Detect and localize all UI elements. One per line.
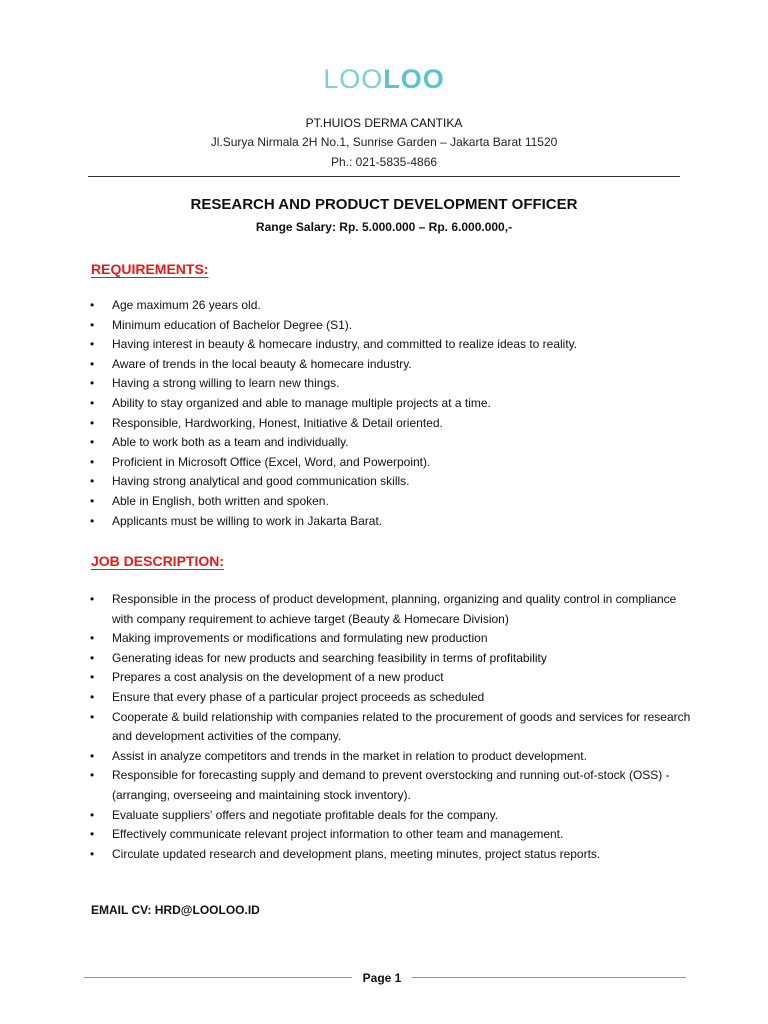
list-item [90, 492, 690, 512]
logo-bold-part: LOO [383, 64, 445, 94]
bullet-icon: • [90, 415, 95, 430]
bullet-icon: • [90, 395, 95, 410]
bullet-icon: • [90, 768, 95, 783]
list-item [90, 708, 695, 747]
list-item [90, 747, 695, 767]
logo-light-part: LOO [323, 64, 384, 94]
list-item [90, 825, 695, 845]
list-item-text: Having interest in beauty & homecare industry, and committed to realize ideas to reality. [112, 337, 578, 352]
list-item-text: Age maximum 26 years old. [112, 298, 261, 312]
list-item [90, 335, 690, 355]
page-number: Page 1 [362, 971, 402, 985]
job-title: RESEARCH AND PRODUCT DEVELOPMENT OFFICER [190, 196, 578, 213]
list-item-text: Responsible, Hardworking, Honest, Initiative & Detail oriented. [112, 415, 443, 430]
email-cv: EMAIL CV: HRD@LOOLOO.ID [91, 903, 260, 917]
list-item-text: Ensure that every phase of a particular project proceeds as scheduled [112, 689, 485, 704]
list-item-text: Generating ideas for new products and searching feasibility in terms of profitability [112, 650, 547, 665]
job-description-list [90, 590, 695, 864]
list-item-text: Responsible in the process of product development, planning, organizing and quality control in compliance with company requirement to achieve target (Beauty & Homecare Division) [112, 592, 677, 626]
list-item-text: Responsible for forecasting supply and demand to prevent overstocking and running out-of-stock (OSS) - (arranging, overseeing and maintaining stock inventory). [112, 768, 670, 802]
list-item-text: Evaluate suppliers' offers and negotiate profitable deals for the company. [112, 807, 499, 822]
bullet-icon: • [90, 298, 95, 312]
bullet-icon: • [90, 709, 95, 724]
list-item [90, 355, 690, 375]
bullet-icon: • [90, 592, 95, 606]
list-item [90, 296, 690, 316]
bullet-icon: • [90, 356, 95, 371]
bullet-icon: • [90, 650, 95, 665]
list-item [90, 845, 695, 865]
list-item [90, 414, 690, 434]
requirements-list [90, 296, 690, 531]
company-logo [0, 62, 768, 96]
company-name: PT.HUIOS DERMA CANTIKA [305, 116, 463, 130]
list-item [90, 806, 695, 826]
requirements-heading: REQUIREMENTS: [91, 261, 209, 277]
bullet-icon: • [90, 513, 95, 528]
footer-line-left [84, 977, 352, 978]
list-item [90, 316, 690, 336]
list-item-text: Able to work both as a team and individually. [112, 435, 349, 450]
bullet-icon: • [90, 827, 95, 842]
list-item [90, 453, 690, 473]
list-item [90, 433, 690, 453]
list-item-text: Aware of trends in the local beauty & homecare industry. [112, 356, 412, 371]
list-item [90, 766, 695, 805]
bullet-icon: • [90, 807, 95, 822]
bullet-icon: • [90, 670, 95, 685]
company-address: Jl.Surya Nirmala 2H No.1, Sunrise Garden – Jakarta Barat 11520 [210, 135, 558, 149]
bullet-icon: • [90, 376, 95, 391]
list-item [90, 394, 690, 414]
list-item-text: Assist in analyze competitors and trends in the market in relation to product development. [112, 748, 587, 763]
company-phone: Ph.: 021-5835-4866 [330, 155, 438, 169]
list-item [90, 629, 695, 649]
list-item [90, 688, 695, 708]
bullet-icon: • [90, 689, 95, 704]
list-item-text: Ability to stay organized and able to manage multiple projects at a time. [112, 395, 491, 410]
job-description-heading: JOB DESCRIPTION: [91, 553, 225, 569]
bullet-icon: • [90, 631, 95, 646]
list-item [90, 374, 690, 394]
bullet-icon: • [90, 337, 95, 352]
list-item-text: Making improvements or modifications and formulating new production [112, 631, 488, 646]
list-item [90, 649, 695, 669]
footer-line-right [412, 977, 686, 978]
list-item [90, 668, 695, 688]
list-item-text: Having strong analytical and good communication skills. [112, 474, 410, 489]
list-item-text: Proficient in Microsoft Office (Excel, Word, and Powerpoint). [112, 454, 431, 469]
list-item-text: Minimum education of Bachelor Degree (S1). [112, 317, 353, 332]
list-item [90, 472, 690, 492]
bullet-icon: • [90, 493, 95, 508]
bullet-icon: • [90, 748, 95, 763]
list-item-text: Having a strong willing to learn new things. [112, 376, 340, 391]
bullet-icon: • [90, 454, 95, 469]
list-item-text: Prepares a cost analysis on the development of a new product [112, 670, 444, 685]
list-item [90, 512, 690, 532]
bullet-icon: • [90, 474, 95, 489]
bullet-icon: • [90, 846, 95, 861]
list-item [90, 590, 695, 629]
salary-range: Range Salary: Rp. 5.000.000 – Rp. 6.000.000,- [255, 220, 513, 234]
bullet-icon: • [90, 317, 95, 332]
list-item-text: Able in English, both written and spoken. [112, 493, 329, 508]
list-item-text: Effectively communicate relevant project information to other team and management. [112, 827, 564, 842]
list-item-text: Applicants must be willing to work in Jakarta Barat. [112, 513, 383, 528]
list-item-text: Circulate updated research and development plans, meeting minutes, project status reports. [112, 846, 601, 861]
bullet-icon: • [90, 435, 95, 450]
list-item-text: Cooperate & build relationship with companies related to the procurement of goods and services for research and development activities of the company. [112, 709, 691, 744]
header-divider [88, 176, 680, 177]
